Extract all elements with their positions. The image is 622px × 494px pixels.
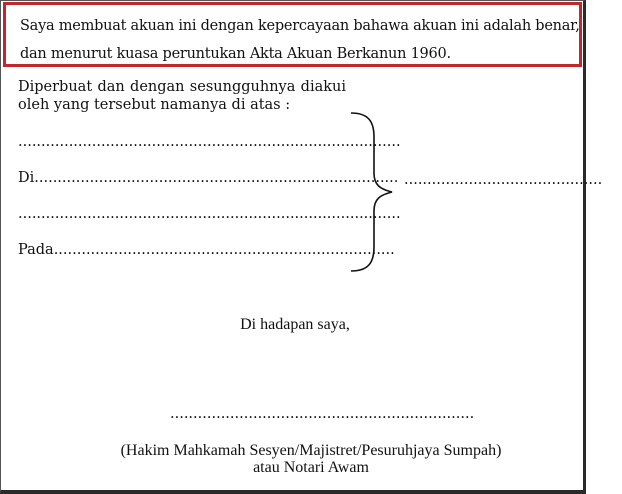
date-field-dots: .......................................................................... xyxy=(53,242,395,258)
before-me-text: Di hadapan saya, xyxy=(240,316,350,333)
statement-line-2: dan menurut kuasa peruntukan Akta Akuan Berkanun 1960. xyxy=(20,46,451,62)
before-me-label xyxy=(0,316,586,334)
blank-field-dots: ................................................................................... xyxy=(18,206,401,222)
place-field-dots: ............................................................................... xyxy=(34,170,399,186)
date-label: Pada xyxy=(18,242,54,258)
officer-signature-field[interactable] xyxy=(170,406,475,422)
officer-title-line-1: (Hakim Mahkamah Sesyen/Majistret/Pesuruhjaya Sumpah) xyxy=(120,442,502,459)
declaration-line-1: Diperbuat dan dengan sesungguhnya diakui xyxy=(18,79,346,95)
name-field-dots: ................................................................................... xyxy=(18,134,401,150)
blank-field[interactable] xyxy=(18,206,401,222)
date-field[interactable] xyxy=(18,242,395,258)
officer-title xyxy=(0,442,622,476)
statement-box xyxy=(3,2,582,67)
officer-title-line-2: atau Notari Awam xyxy=(253,459,369,476)
place-label: Di xyxy=(18,170,35,186)
declarant-signature-dots: ........................................... xyxy=(404,172,603,188)
statement-line-1: Saya membuat akuan ini dengan kepercayaan bahawa akuan ini adalah benar, xyxy=(20,18,580,34)
declarant-signature-field[interactable] xyxy=(404,172,603,188)
officer-signature-dots: .................................................................. xyxy=(170,406,475,422)
place-field[interactable] xyxy=(18,170,399,186)
declaration-line-2: oleh yang tersebut namanya di atas : xyxy=(18,97,291,113)
name-field[interactable] xyxy=(18,134,401,150)
declaration-text xyxy=(18,78,346,114)
curly-brace-icon xyxy=(348,111,398,273)
